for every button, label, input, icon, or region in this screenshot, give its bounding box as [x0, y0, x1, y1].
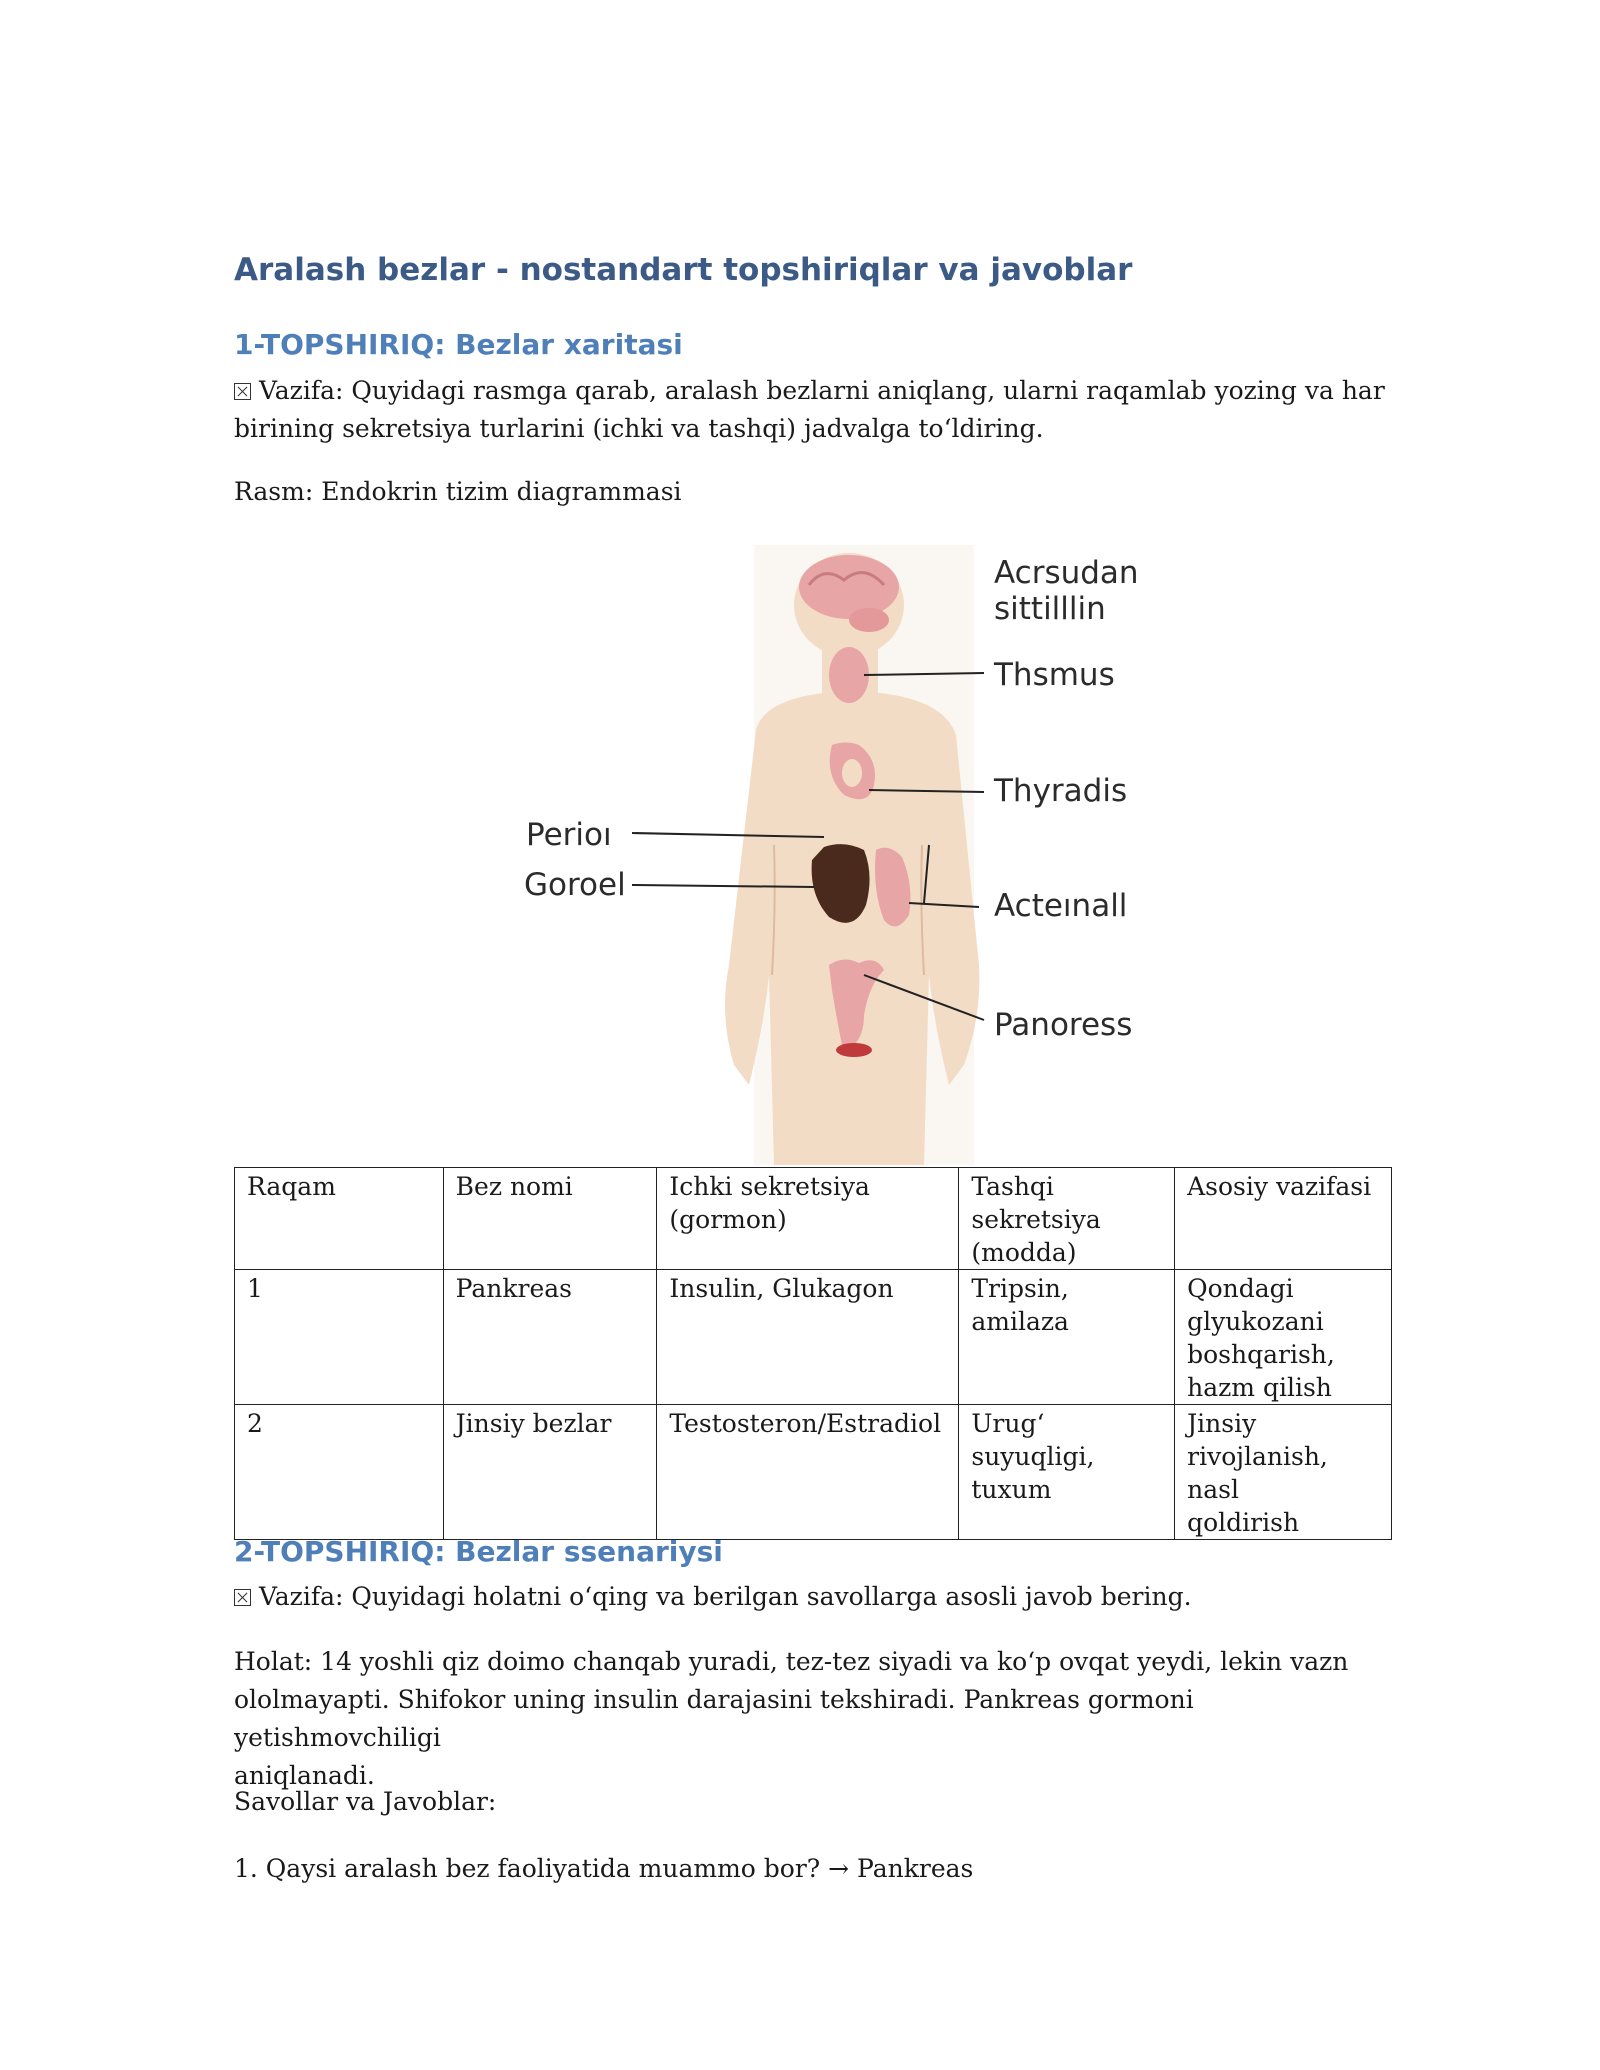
task1-instruction-line2: birining sekretsiya turlarini (ichki va tashqi) jadvalga to‘ldiring.	[234, 414, 1044, 443]
task1-instruction	[234, 372, 1394, 448]
table-header-row	[235, 1168, 1392, 1270]
qa-heading: Savollar va Javoblar:	[234, 1787, 497, 1816]
header-external	[959, 1168, 1175, 1270]
label-top-line2: sittilllin	[994, 591, 1106, 627]
thymus-organ	[829, 647, 869, 703]
cell-external	[959, 1270, 1175, 1405]
task1-heading: 1-TOPSHIRIQ: Bezlar xaritasi	[234, 328, 683, 361]
cell-internal: Insulin, Glukagon	[657, 1270, 959, 1405]
label-left-upper: Perioı	[526, 817, 612, 853]
table-row	[235, 1405, 1392, 1540]
checkbox-symbol-icon	[234, 383, 251, 400]
header-external-line3: (modda)	[971, 1238, 1077, 1267]
cell-external-line2: amilaza	[971, 1307, 1069, 1336]
cell-function	[1175, 1405, 1392, 1540]
checkbox-symbol-icon	[234, 1589, 251, 1606]
cell-function-line3: qoldirish	[1187, 1508, 1300, 1537]
label-left-lower: Goroel	[524, 867, 626, 903]
case-line2: ololmayapti. Shifokor uning insulin darajasini tekshiradi. Pankreas gormoni yetishmovchiligi	[234, 1685, 1194, 1752]
header-internal-line1: Ichki sekretsiya	[669, 1172, 870, 1201]
label-top-line1: Acrsudan	[994, 555, 1139, 591]
cell-internal: Testosteron/Estradiol	[657, 1405, 959, 1540]
cell-function-line1: Jinsiy	[1187, 1409, 1257, 1438]
cell-function-line4: hazm qilish	[1187, 1373, 1332, 1402]
header-gland-name: Bez nomi	[443, 1168, 657, 1270]
header-number: Raqam	[235, 1168, 444, 1270]
task2-instruction-text: Vazifa: Quyidagi holatni o‘qing va berilgan savollarga asosli javob bering.	[259, 1582, 1192, 1611]
case-line3: aniqlanadi.	[234, 1761, 375, 1790]
cell-gland-name: Pankreas	[443, 1270, 657, 1405]
header-internal	[657, 1168, 959, 1270]
cell-number: 2	[235, 1405, 444, 1540]
label-pancreas: Panoress	[994, 1007, 1133, 1043]
label-thymus: Thsmus	[994, 657, 1115, 693]
task1-instruction-line1: Vazifa: Quyidagi rasmga qarab, aralash bezlarni aniqlang, ularni raqamlab yozing va har	[259, 376, 1385, 405]
label-thyroid: Thyradis	[994, 773, 1128, 809]
task2-heading: 2-TOPSHIRIQ: Bezlar ssenariysi	[234, 1535, 723, 1568]
cell-external-line1: Urug‘ suyuqligi,	[971, 1409, 1095, 1471]
label-adrenal: Acteınall	[994, 888, 1128, 924]
task2-instruction	[234, 1578, 1394, 1616]
header-internal-line2: (gormon)	[669, 1205, 787, 1234]
table-row	[235, 1270, 1392, 1405]
gland-table	[234, 1167, 1392, 1540]
cell-function-line2: rivojlanish, nasl	[1187, 1442, 1328, 1504]
case-description	[234, 1643, 1394, 1795]
label-top	[994, 555, 1139, 627]
figure-caption: Rasm: Endokrin tizim diagrammasi	[234, 477, 682, 506]
case-line1: Holat: 14 yoshli qiz doimo chanqab yuradi, tez-tez siyadi va ko‘p ovqat yeydi, lekin vazn	[234, 1647, 1349, 1676]
header-external-line2: sekretsiya	[971, 1205, 1101, 1234]
body-illustration	[524, 545, 1184, 1165]
header-function: Asosiy vazifasi	[1175, 1168, 1392, 1270]
cell-function-line2: glyukozani	[1187, 1307, 1324, 1336]
cell-external	[959, 1405, 1175, 1540]
cell-number: 1	[235, 1270, 444, 1405]
header-external-line1: Tashqi	[971, 1172, 1054, 1201]
cell-function-line3: boshqarish,	[1187, 1340, 1335, 1369]
cell-function-line1: Qondagi	[1187, 1274, 1294, 1303]
cell-gland-name: Jinsiy bezlar	[443, 1405, 657, 1540]
cell-function	[1175, 1270, 1392, 1405]
question-1: 1. Qaysi aralash bez faoliyatida muammo bor? → Pankreas	[234, 1854, 974, 1883]
cell-external-line2: tuxum	[971, 1475, 1052, 1504]
endocrine-diagram	[524, 545, 1184, 1165]
cell-external-line1: Tripsin,	[971, 1274, 1069, 1303]
document-title: Aralash bezlar - nostandart topshiriqlar va javoblar	[234, 252, 1133, 288]
